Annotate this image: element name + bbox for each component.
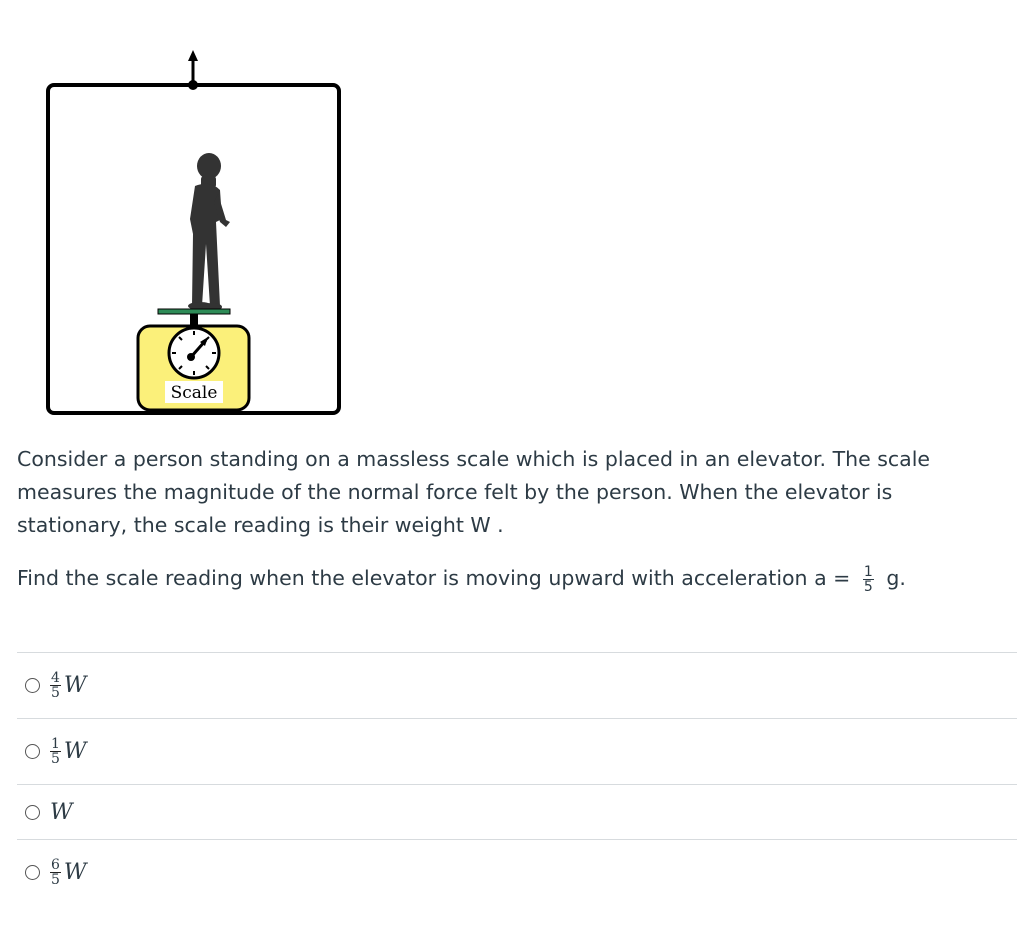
answer-denominator: 5 (51, 685, 60, 701)
answer-math (50, 858, 87, 887)
question-paragraph-1: Consider a person standing on a massless scale which is placed in an elevator. The scale measures the magnitude of the normal force felt by the person. When the elevator is stationary, the scale reading is their weight W . (17, 447, 931, 537)
radio-button[interactable] (25, 805, 40, 820)
answer-option-3[interactable] (17, 784, 1017, 839)
scale-label: Scale (170, 383, 218, 403)
answer-fraction (50, 671, 61, 700)
answer-variable: W (50, 799, 73, 825)
cable-arrow-icon (188, 50, 198, 61)
question-paragraph-2 (17, 562, 1007, 595)
answer-variable: W (63, 739, 87, 764)
scale-platform (158, 309, 230, 314)
answer-math (50, 800, 73, 825)
answer-numerator: 6 (51, 857, 60, 873)
answer-variable: W (63, 673, 87, 698)
acceleration-fraction (863, 565, 874, 594)
dial-hub (187, 353, 195, 361)
scale-stem (190, 314, 198, 326)
question-prompt: Find the scale reading when the elevator is moving upward with acceleration a = (17, 566, 851, 590)
answer-numerator: 1 (51, 736, 60, 752)
answer-option-4[interactable] (17, 839, 1017, 905)
answer-math (50, 671, 87, 700)
radio-button[interactable] (25, 678, 40, 693)
answer-denominator: 5 (51, 751, 60, 767)
radio-button[interactable] (25, 744, 40, 759)
answer-option-1[interactable] (17, 652, 1017, 718)
fraction-numerator: 1 (863, 563, 873, 580)
answer-option-2[interactable] (17, 718, 1017, 784)
radio-button[interactable] (25, 865, 40, 880)
answer-fraction (50, 858, 61, 887)
question-text (17, 443, 1007, 595)
answer-variable: W (63, 860, 87, 885)
answer-numerator: 4 (51, 670, 60, 686)
elevator-diagram (40, 44, 350, 424)
person-silhouette (188, 153, 230, 311)
answer-fraction (50, 737, 61, 766)
answer-math (50, 737, 87, 766)
answer-denominator: 5 (51, 872, 60, 888)
fraction-denominator: 5 (863, 578, 873, 595)
question-unit: g. (886, 566, 906, 590)
answer-list (17, 652, 1017, 905)
elevator-figure (40, 44, 350, 424)
